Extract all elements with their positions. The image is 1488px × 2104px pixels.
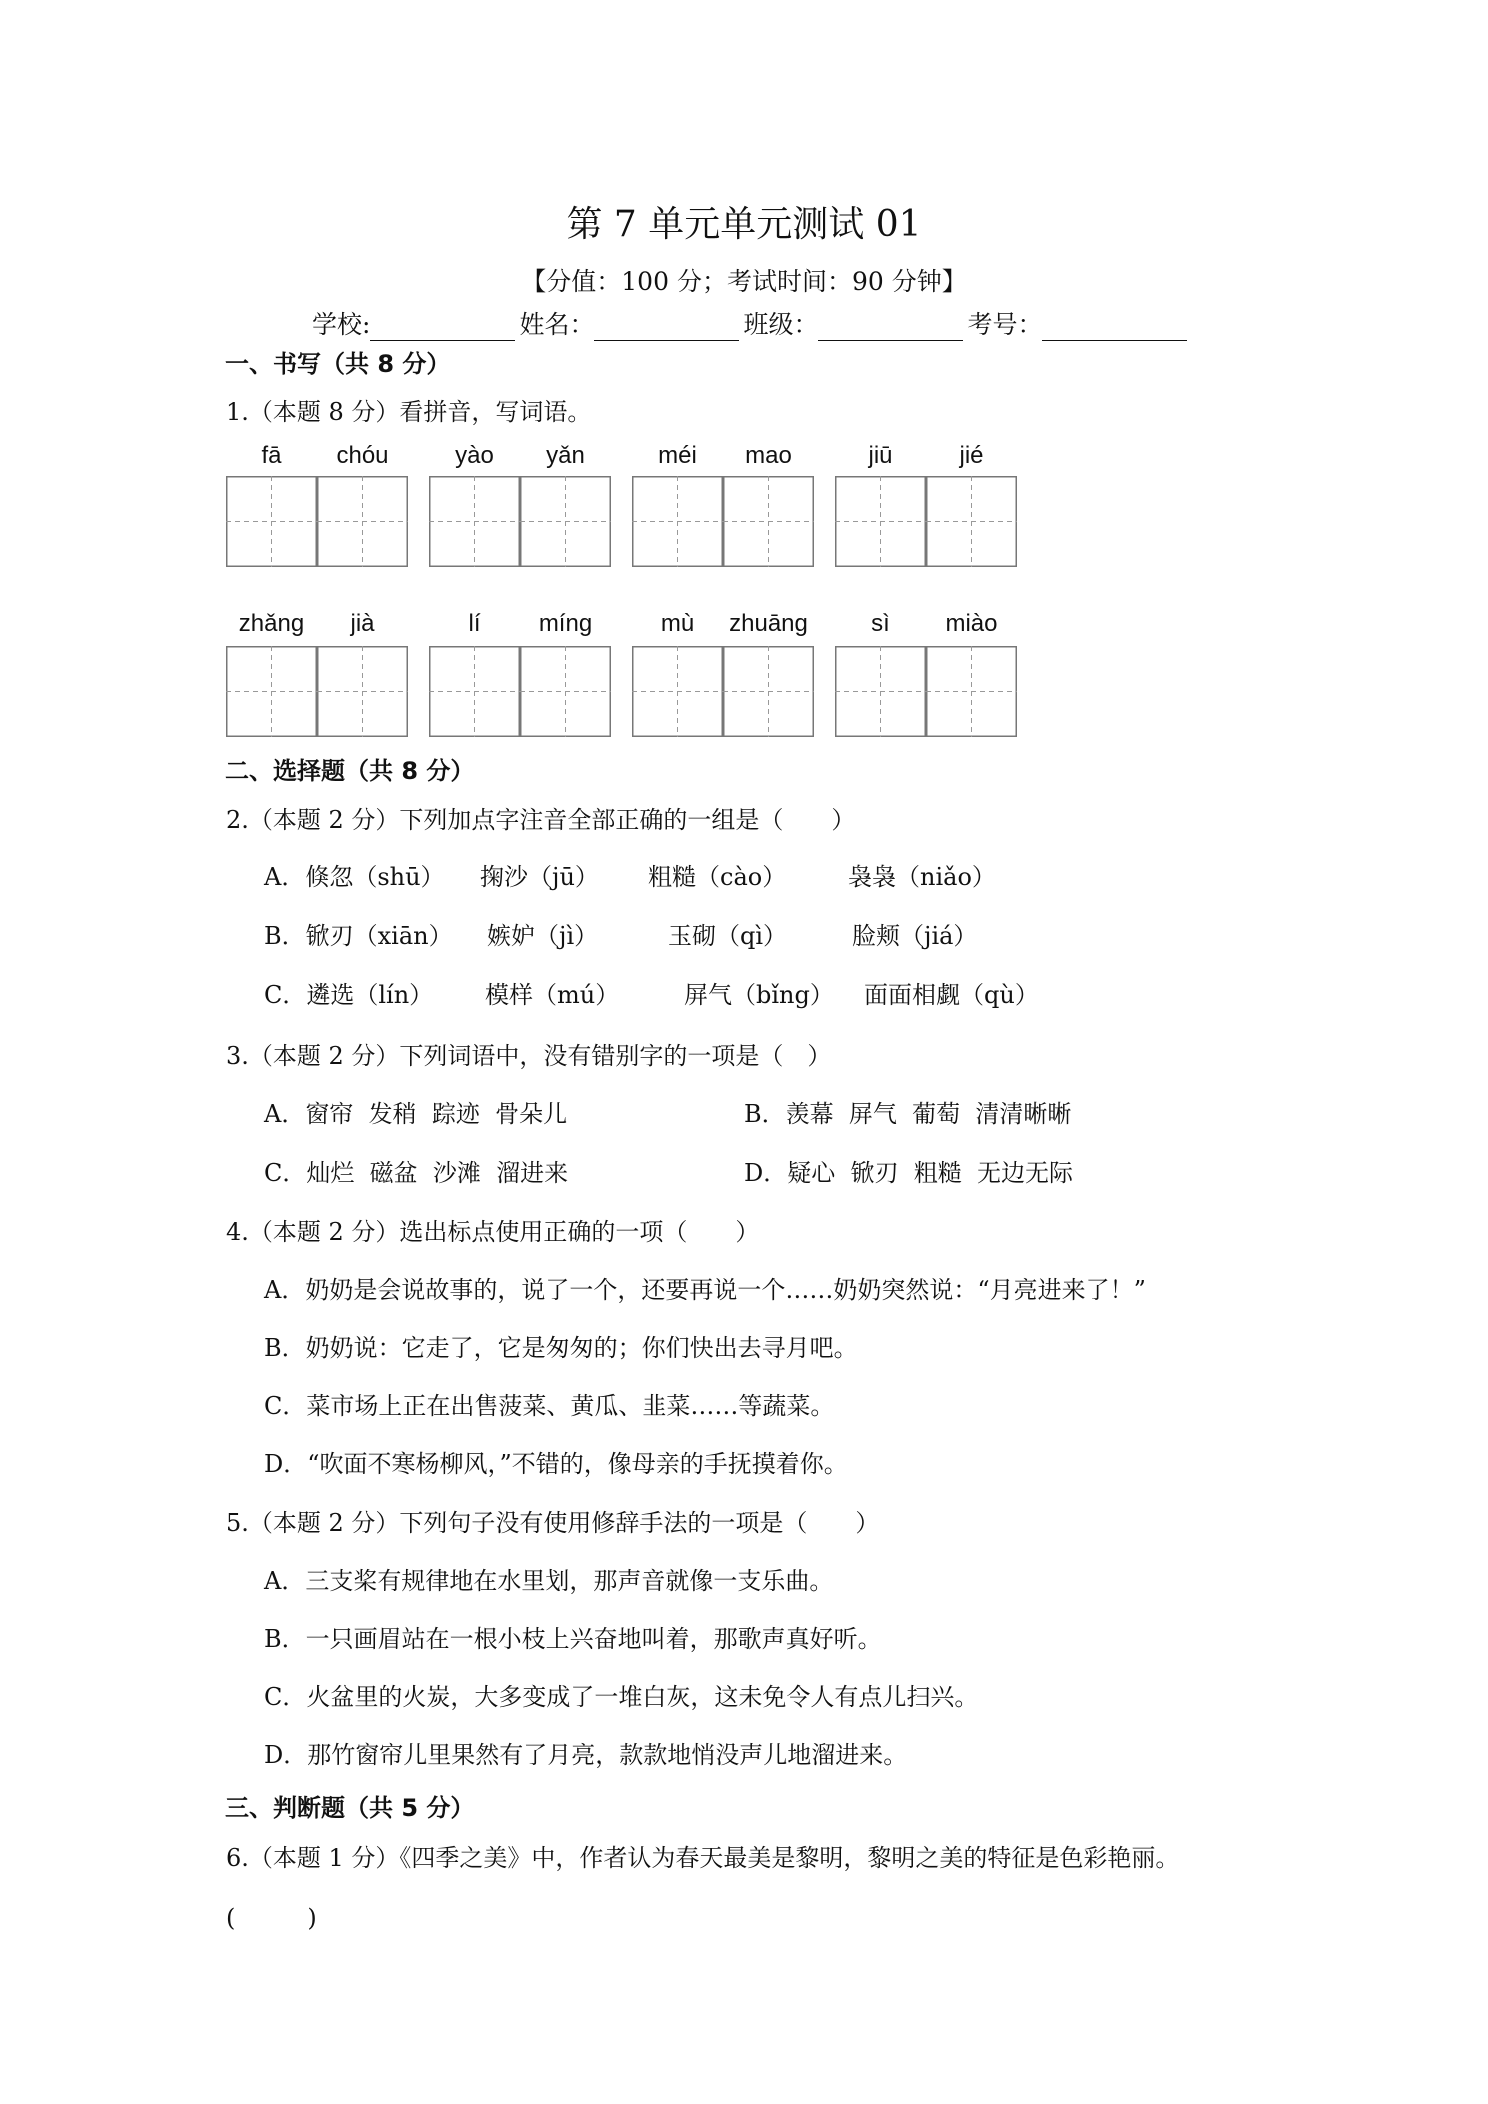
question-1: 1.（本题 8 分）看拼音，写词语。: [226, 398, 592, 426]
pinyin-label: miào: [945, 610, 998, 637]
writing-box[interactable]: [429, 476, 520, 567]
q2-option-a1[interactable]: A．倏忽（shū）: [264, 863, 445, 891]
q3-option-d[interactable]: D．疑心 锨刃 粗糙 无边无际: [744, 1159, 1074, 1187]
pinyin-label: lí: [468, 610, 481, 637]
section-heading-judgement: 三、判断题（共 5 分）: [225, 1794, 475, 1822]
q2-option-a2: 掬沙（jū）: [480, 863, 599, 891]
q3-option-b[interactable]: B．羡幕 屏气 葡萄 清清晰晰: [744, 1100, 1072, 1128]
question-2: 2.（本题 2 分）下列加点字注音全部正确的一组是（ ）: [226, 806, 856, 834]
pinyin-label: chóu: [336, 442, 389, 469]
q2-option-b2: 嫉妒（jì）: [487, 922, 599, 950]
writing-box[interactable]: [723, 646, 814, 737]
question-5: 5.（本题 2 分）下列句子没有使用修辞手法的一项是（ ）: [226, 1509, 880, 1537]
question-4: 4.（本题 2 分）选出标点使用正确的一项（ ）: [226, 1218, 760, 1246]
q2-option-a3: 粗糙（cào）: [648, 863, 787, 891]
writing-box[interactable]: [835, 476, 926, 567]
q5-option-b[interactable]: B．一只画眉站在一根小枝上兴奋地叫着，那歌声真好听。: [264, 1625, 882, 1653]
q2-option-b3: 玉砌（qì）: [668, 922, 788, 950]
q2-option-b4: 脸颊（jiá）: [852, 922, 978, 950]
writing-box[interactable]: [632, 646, 723, 737]
question-3: 3.（本题 2 分）下列词语中，没有错别字的一项是（ ）: [226, 1042, 832, 1070]
q2-option-a4: 袅袅（niǎo）: [848, 863, 996, 891]
name-blank[interactable]: [594, 314, 739, 341]
name-label: 姓名：: [519, 310, 595, 339]
pinyin-label: jié: [959, 442, 984, 469]
writing-box[interactable]: [835, 646, 926, 737]
q4-option-b[interactable]: B．奶奶说：它走了，它是匆匆的；你们快出去寻月吧。: [264, 1334, 858, 1362]
q5-option-d[interactable]: D．那竹窗帘儿里果然有了月亮，款款地悄没声儿地溜进来。: [264, 1741, 908, 1769]
q6-answer-blank[interactable]: ( ): [226, 1904, 317, 1932]
q5-option-a[interactable]: A．三支桨有规律地在水里划，那声音就像一支乐曲。: [264, 1567, 834, 1595]
pinyin-label: jiū: [868, 442, 893, 469]
pinyin-label: míng: [538, 610, 593, 637]
writing-box[interactable]: [226, 476, 317, 567]
pinyin-label: méi: [658, 442, 697, 469]
pinyin-label: yǎn: [546, 442, 585, 469]
section-heading-writing: 一、书写（共 8 分）: [225, 350, 451, 378]
exam-info: 【分值：100 分；考试时间：90 分钟】: [521, 267, 967, 296]
pinyin-label: mù: [660, 610, 695, 637]
q2-option-c3: 屏气（bǐng）: [684, 981, 834, 1009]
writing-box[interactable]: [926, 646, 1017, 737]
writing-box[interactable]: [926, 476, 1017, 567]
writing-box[interactable]: [226, 646, 317, 737]
pinyin-label: mao: [745, 442, 792, 469]
q2-option-c1[interactable]: C．遴选（lín）: [264, 981, 434, 1009]
q3-option-a[interactable]: A．窗帘 发稍 踪迹 骨朵儿: [264, 1100, 568, 1128]
q4-option-a[interactable]: A．奶奶是会说故事的，说了一个，还要再说一个……奶奶突然说：“月亮进来了！”: [264, 1276, 1146, 1304]
exam-number-blank[interactable]: [1042, 314, 1187, 341]
section-heading-choice: 二、选择题（共 8 分）: [225, 757, 475, 785]
school-label: 学校:: [312, 310, 371, 339]
class-blank[interactable]: [818, 314, 963, 341]
pinyin-label: yào: [455, 442, 494, 469]
exam-number-label: 考号：: [967, 310, 1043, 339]
q4-option-d[interactable]: D．“吹面不寒杨柳风，”不错的，像母亲的手抚摸着你。: [264, 1450, 848, 1478]
q2-option-c2: 模样（mú）: [485, 981, 620, 1009]
writing-box[interactable]: [317, 476, 408, 567]
writing-box[interactable]: [520, 646, 611, 737]
q2-option-b1[interactable]: B．锨刃（xiān）: [264, 922, 453, 950]
pinyin-label: zhuāng: [729, 610, 808, 637]
pinyin-label: jià: [350, 610, 375, 637]
school-blank[interactable]: [370, 314, 515, 341]
writing-box[interactable]: [723, 476, 814, 567]
pinyin-label: fā: [261, 442, 282, 469]
question-6: 6.（本题 1 分）《四季之美》中，作者认为春天最美是黎明，黎明之美的特征是色彩艳丽。: [226, 1844, 1180, 1872]
q3-option-c[interactable]: C．灿烂 磁盆 沙滩 溜进来: [264, 1159, 569, 1187]
pinyin-label: sì: [871, 610, 890, 637]
q4-option-c[interactable]: C．菜市场上正在出售菠菜、黄瓜、韭菜……等蔬菜。: [264, 1392, 835, 1420]
writing-box[interactable]: [429, 646, 520, 737]
pinyin-label: zhǎng: [238, 610, 305, 637]
writing-box[interactable]: [632, 476, 723, 567]
q2-option-c4: 面面相觑（qù）: [864, 981, 1039, 1009]
q5-option-c[interactable]: C．火盆里的火炭，大多变成了一堆白灰，这未免令人有点儿扫兴。: [264, 1683, 979, 1711]
page-title: 第 7 单元单元测试 01: [566, 204, 922, 245]
student-info-row: [312, 305, 1191, 341]
writing-box[interactable]: [317, 646, 408, 737]
writing-box[interactable]: [520, 476, 611, 567]
class-label: 班级：: [743, 310, 819, 339]
